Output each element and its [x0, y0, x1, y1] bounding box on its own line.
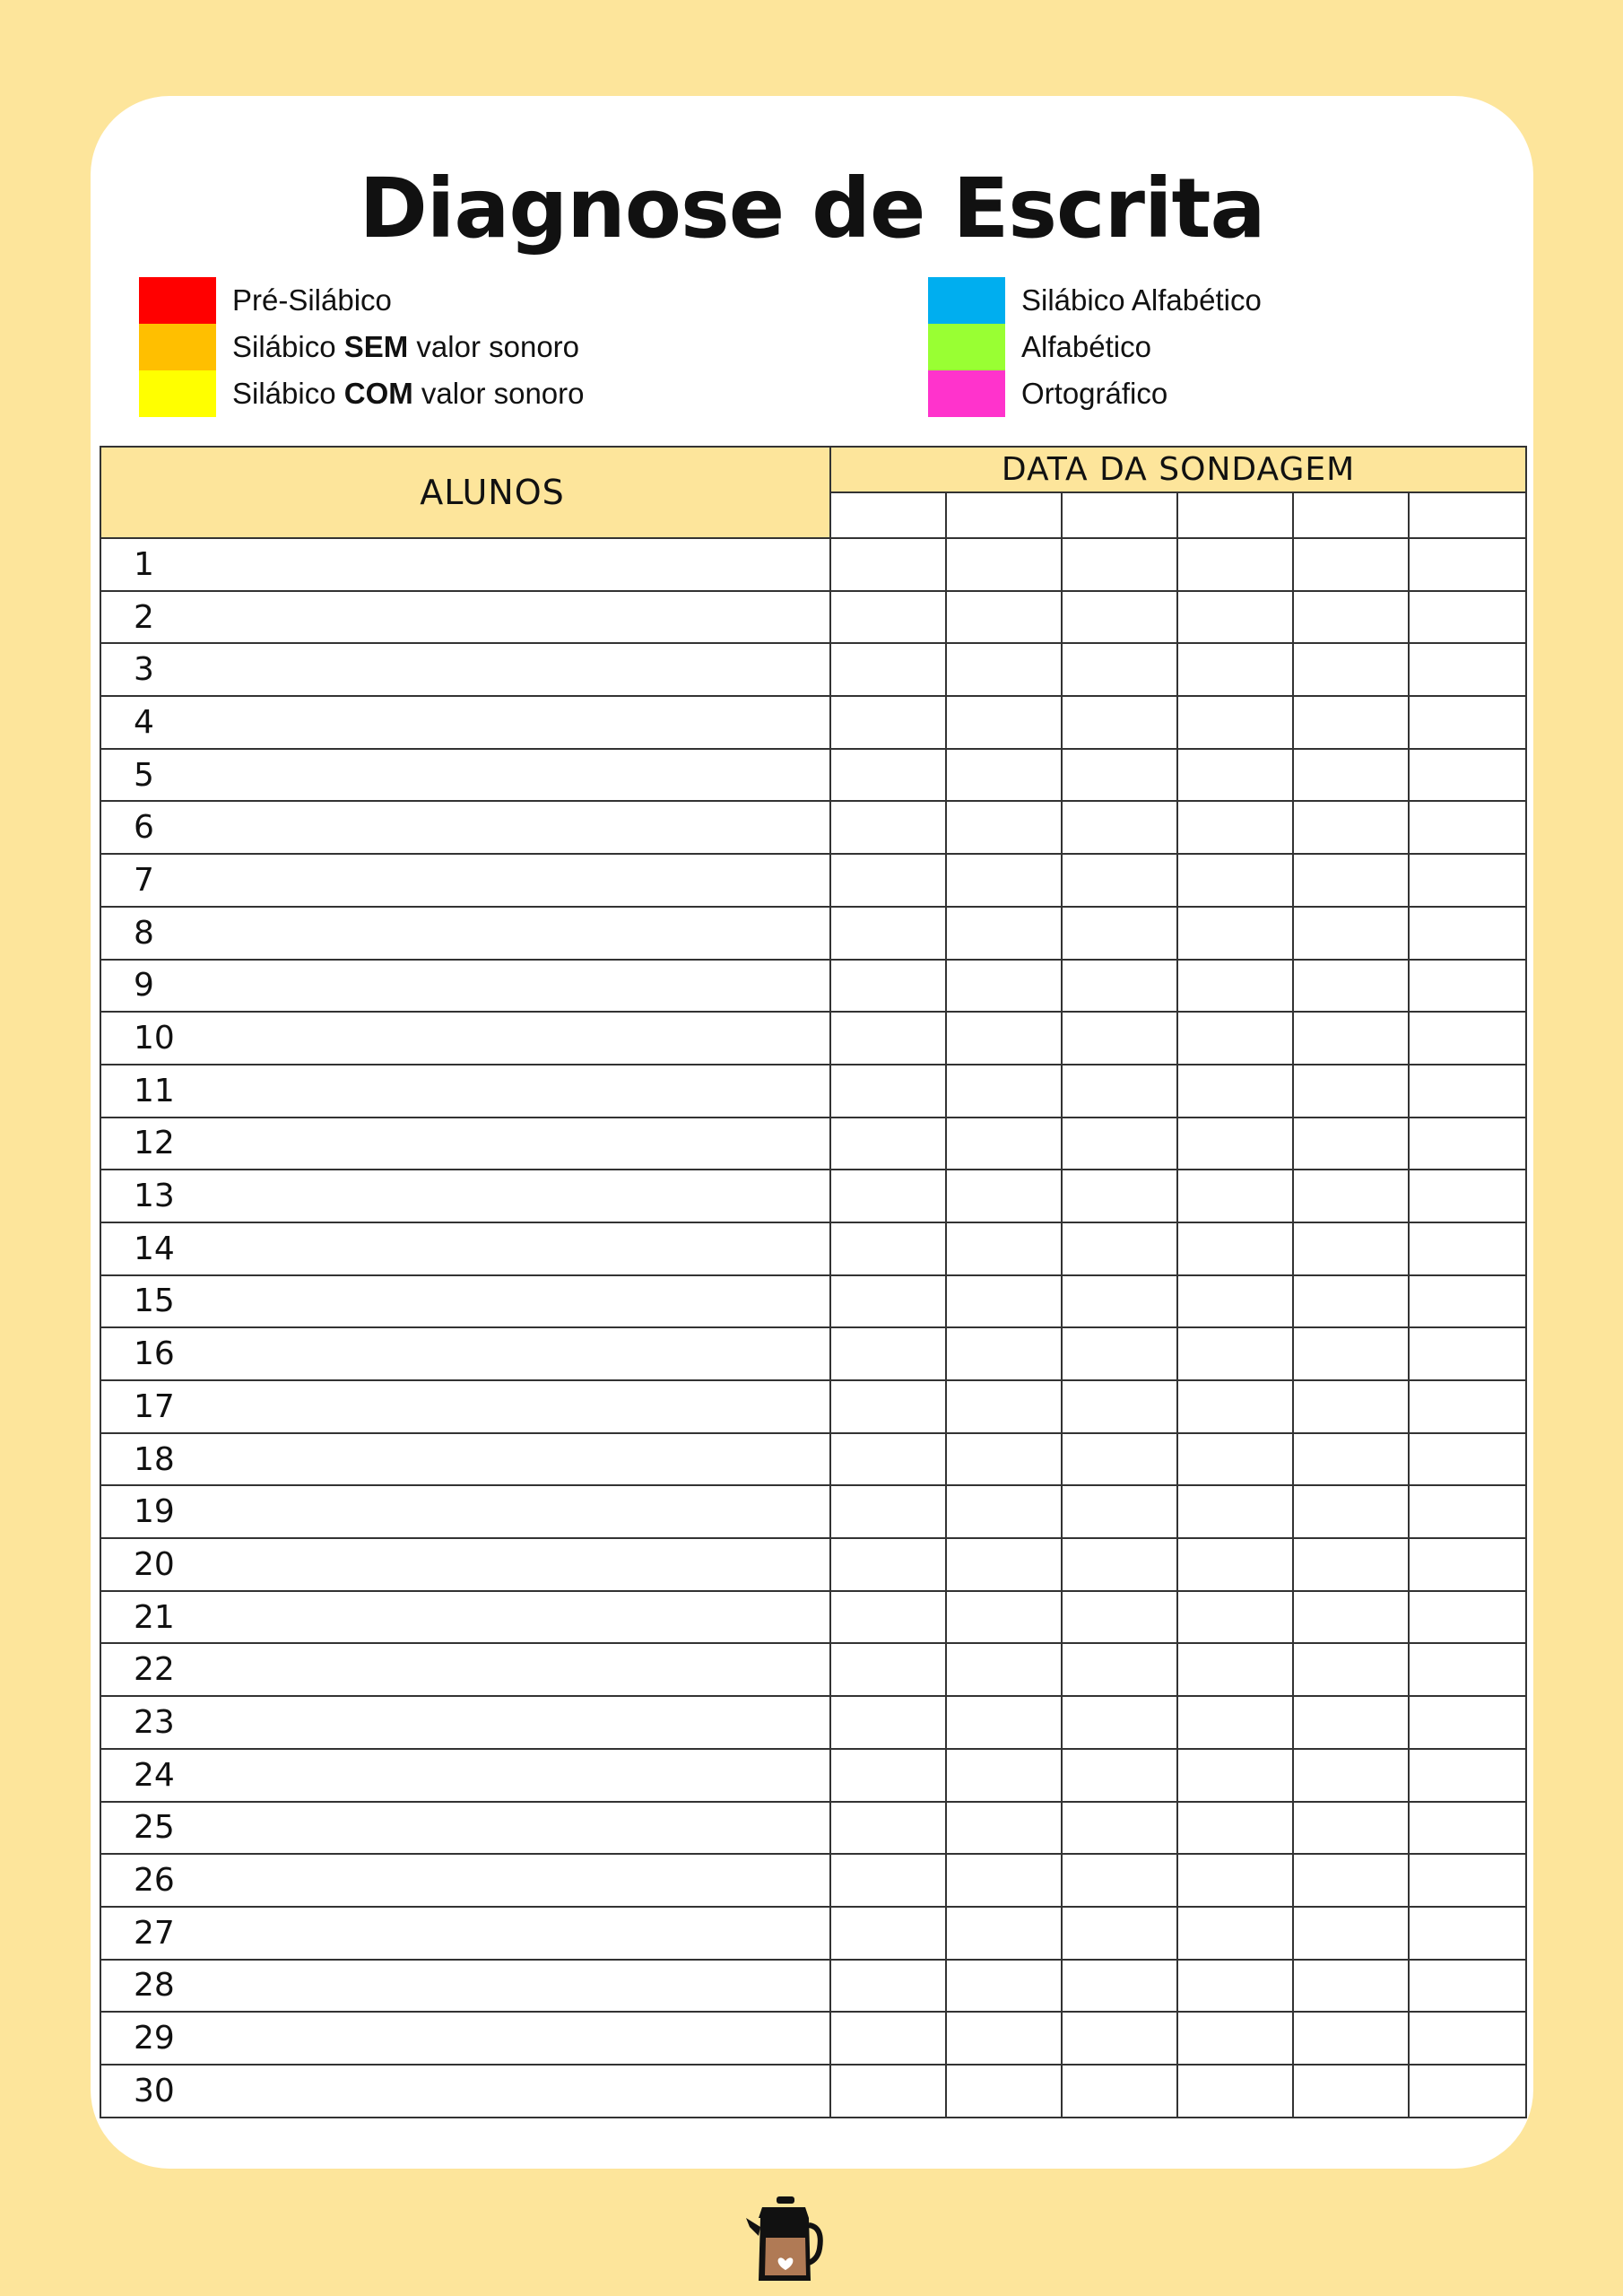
student-name-cell[interactable]: 14 [100, 1222, 830, 1275]
assessment-cell[interactable] [1293, 960, 1409, 1013]
coffee-pot-icon [742, 2191, 823, 2288]
student-name-cell[interactable]: 28 [100, 1960, 830, 2013]
assessment-cell[interactable] [1293, 696, 1409, 749]
student-name-cell[interactable]: 9 [100, 960, 830, 1013]
assessment-cell[interactable] [1293, 1907, 1409, 1960]
date-input-cell[interactable] [1409, 492, 1526, 538]
table-row [100, 1327, 1526, 1380]
assessment-cell[interactable] [1293, 538, 1409, 591]
legend-label-emphasis: SEM [343, 330, 409, 363]
table-row [100, 1065, 1526, 1118]
assessment-cell[interactable] [830, 1485, 946, 1538]
assessment-cell[interactable] [1409, 1275, 1526, 1328]
assessment-cell[interactable] [1293, 907, 1409, 960]
assessment-cell[interactable] [1293, 1433, 1409, 1486]
table-row [100, 1485, 1526, 1538]
student-name-cell[interactable]: 22 [100, 1643, 830, 1696]
assessment-cell[interactable] [1177, 1696, 1293, 1749]
legend-right-item [928, 370, 1167, 417]
student-name-cell[interactable]: 11 [100, 1065, 830, 1118]
student-name-cell[interactable]: 3 [100, 643, 830, 696]
assessment-cell[interactable] [1062, 696, 1177, 749]
assessment-cell[interactable] [946, 1275, 1062, 1328]
assessment-cell[interactable] [830, 854, 946, 907]
assessment-cell[interactable] [1062, 1118, 1177, 1170]
assessment-cell[interactable] [1409, 1907, 1526, 1960]
assessment-cell[interactable] [1177, 1538, 1293, 1591]
assessment-cell[interactable] [1177, 1433, 1293, 1486]
assessment-cell[interactable] [946, 854, 1062, 907]
assessment-cell[interactable] [1409, 1380, 1526, 1433]
assessment-cell[interactable] [1177, 2065, 1293, 2118]
legend-label [1021, 283, 1262, 317]
assessment-cell[interactable] [1409, 1327, 1526, 1380]
legend-right-item [928, 277, 1262, 324]
assessment-cell[interactable] [1177, 1854, 1293, 1907]
assessment-cell[interactable] [1062, 2065, 1177, 2118]
assessment-cell[interactable] [1062, 1433, 1177, 1486]
legend-label [1021, 377, 1167, 411]
table-row [100, 1696, 1526, 1749]
legend-label-text: Silábico [232, 330, 344, 363]
legend-color-swatch [928, 324, 1005, 370]
assessment-cell[interactable] [1409, 960, 1526, 1013]
legend-color-swatch [928, 370, 1005, 417]
assessment-cell[interactable] [1177, 1485, 1293, 1538]
assessment-cell[interactable] [830, 2065, 946, 2118]
assessment-cell[interactable] [1062, 1380, 1177, 1433]
assessment-cell[interactable] [830, 1960, 946, 2013]
assessment-cell[interactable] [946, 643, 1062, 696]
assessment-cell[interactable] [946, 1802, 1062, 1855]
assessment-cell[interactable] [1409, 1433, 1526, 1486]
assessment-cell[interactable] [830, 1118, 946, 1170]
assessment-cell[interactable] [830, 749, 946, 802]
assessment-cell[interactable] [1062, 1643, 1177, 1696]
assessment-cell[interactable] [1062, 1907, 1177, 1960]
assessment-cell[interactable] [1177, 538, 1293, 591]
assessment-cell[interactable] [1409, 1012, 1526, 1065]
assessment-cell[interactable] [830, 1380, 946, 1433]
assessment-cell[interactable] [1062, 1275, 1177, 1328]
assessment-cell[interactable] [1293, 1696, 1409, 1749]
assessment-cell[interactable] [830, 591, 946, 644]
assessment-cell[interactable] [830, 907, 946, 960]
assessment-cell[interactable] [946, 696, 1062, 749]
assessment-cell[interactable] [1293, 1538, 1409, 1591]
table-row [100, 643, 1526, 696]
assessment-cell[interactable] [946, 1591, 1062, 1644]
assessment-cell[interactable] [1293, 1275, 1409, 1328]
legend-label-text: valor sonoro [408, 330, 580, 363]
assessment-cell[interactable] [946, 1170, 1062, 1222]
student-name-cell[interactable]: 20 [100, 1538, 830, 1591]
legend-label-text: valor sonoro [412, 377, 585, 410]
assessment-cell[interactable] [830, 1696, 946, 1749]
assessment-cell[interactable] [1409, 1538, 1526, 1591]
assessment-cell[interactable] [830, 1433, 946, 1486]
table-row [100, 1118, 1526, 1170]
assessment-cell[interactable] [1293, 1170, 1409, 1222]
assessment-cell[interactable] [1409, 591, 1526, 644]
assessment-cell[interactable] [1409, 2012, 1526, 2065]
assessment-cell[interactable] [1062, 1065, 1177, 1118]
assessment-cell[interactable] [946, 591, 1062, 644]
table-row [100, 2012, 1526, 2065]
assessment-cell[interactable] [1409, 2065, 1526, 2118]
assessment-cell[interactable] [1062, 643, 1177, 696]
legend-label-text: Silábico Alfabético [1021, 283, 1262, 317]
assessment-cell[interactable] [1293, 1327, 1409, 1380]
assessment-cell[interactable] [1062, 854, 1177, 907]
date-input-cell[interactable] [1062, 492, 1177, 538]
assessment-cell[interactable] [1293, 1802, 1409, 1855]
table-row [100, 1591, 1526, 1644]
legend-label-text: Ortográfico [1021, 377, 1168, 410]
assessment-cell[interactable] [1062, 1591, 1177, 1644]
assessment-cell[interactable] [1293, 1854, 1409, 1907]
assessment-cell[interactable] [1409, 1591, 1526, 1644]
assessment-cell[interactable] [1409, 749, 1526, 802]
assessment-cell[interactable] [1177, 1960, 1293, 2013]
assessment-cell[interactable] [1177, 801, 1293, 854]
assessment-cell[interactable] [1293, 1380, 1409, 1433]
assessment-cell[interactable] [1293, 854, 1409, 907]
assessment-cell[interactable] [1177, 1749, 1293, 1802]
assessment-cell[interactable] [946, 1485, 1062, 1538]
assessment-cell[interactable] [946, 1433, 1062, 1486]
assessment-cell[interactable] [1062, 1802, 1177, 1855]
student-name-cell[interactable]: 19 [100, 1485, 830, 1538]
student-table [100, 446, 1527, 2118]
assessment-cell[interactable] [830, 1907, 946, 1960]
assessment-cell[interactable] [1293, 1643, 1409, 1696]
assessment-cell[interactable] [1293, 801, 1409, 854]
assessment-cell[interactable] [1062, 1012, 1177, 1065]
assessment-cell[interactable] [830, 1275, 946, 1328]
legend-left-item [139, 370, 585, 417]
student-name-cell[interactable]: 17 [100, 1380, 830, 1433]
assessment-cell[interactable] [1293, 591, 1409, 644]
student-name-cell[interactable]: 1 [100, 538, 830, 591]
table-row [100, 854, 1526, 907]
assessment-cell[interactable] [946, 960, 1062, 1013]
assessment-cell[interactable] [1062, 1170, 1177, 1222]
assessment-cell[interactable] [1293, 1065, 1409, 1118]
assessment-cell[interactable] [830, 643, 946, 696]
assessment-cell[interactable] [830, 960, 946, 1013]
assessment-cell[interactable] [830, 1222, 946, 1275]
assessment-cell[interactable] [1409, 696, 1526, 749]
assessment-cell[interactable] [1062, 907, 1177, 960]
assessment-cell[interactable] [946, 2012, 1062, 2065]
assessment-cell[interactable] [1062, 591, 1177, 644]
assessment-cell[interactable] [1177, 1170, 1293, 1222]
assessment-cell[interactable] [946, 749, 1062, 802]
table-row [100, 960, 1526, 1013]
assessment-cell[interactable] [830, 538, 946, 591]
assessment-cell[interactable] [1409, 1170, 1526, 1222]
table-row [100, 1960, 1526, 2013]
assessment-cell[interactable] [1293, 1485, 1409, 1538]
table-row [100, 1275, 1526, 1328]
student-name-cell[interactable]: 30 [100, 2065, 830, 2118]
table-row [100, 1854, 1526, 1907]
student-name-cell[interactable]: 12 [100, 1118, 830, 1170]
legend-label-text: Alfabético [1021, 330, 1151, 363]
assessment-cell[interactable] [1293, 2065, 1409, 2118]
date-input-cell[interactable] [1177, 492, 1293, 538]
table-row [100, 538, 1526, 591]
assessment-cell[interactable] [830, 1591, 946, 1644]
student-name-cell[interactable]: 5 [100, 749, 830, 802]
assessment-cell[interactable] [1062, 801, 1177, 854]
assessment-cell[interactable] [1177, 960, 1293, 1013]
date-input-cell[interactable] [1293, 492, 1409, 538]
student-name-cell[interactable]: 21 [100, 1591, 830, 1644]
assessment-cell[interactable] [830, 696, 946, 749]
assessment-cell[interactable] [1062, 538, 1177, 591]
assessment-cell[interactable] [1177, 696, 1293, 749]
assessment-cell[interactable] [1409, 1749, 1526, 1802]
table-row [100, 1222, 1526, 1275]
assessment-cell[interactable] [1409, 1485, 1526, 1538]
table-row [100, 1907, 1526, 1960]
assessment-cell[interactable] [1177, 749, 1293, 802]
student-name-cell[interactable]: 16 [100, 1327, 830, 1380]
table-row [100, 801, 1526, 854]
assessment-cell[interactable] [1062, 1749, 1177, 1802]
table-row [100, 1749, 1526, 1802]
legend-label-emphasis: COM [343, 377, 413, 410]
assessment-cell[interactable] [1177, 1591, 1293, 1644]
assessment-cell[interactable] [1177, 1222, 1293, 1275]
table-row [100, 1802, 1526, 1855]
assessment-cell[interactable] [1062, 1222, 1177, 1275]
assessment-cell[interactable] [830, 1854, 946, 1907]
date-input-cell[interactable] [830, 492, 946, 538]
assessment-cell[interactable] [946, 1065, 1062, 1118]
legend-label-text: Silábico [232, 377, 344, 410]
legend-right-item [928, 324, 1151, 370]
assessment-cell[interactable] [1293, 2012, 1409, 2065]
legend-label-text: Pré-Silábico [232, 283, 392, 317]
assessment-cell[interactable] [830, 1012, 946, 1065]
student-name-cell[interactable]: 4 [100, 696, 830, 749]
assessment-cell[interactable] [946, 1854, 1062, 1907]
assessment-cell[interactable] [1062, 1485, 1177, 1538]
assessment-cell[interactable] [1177, 907, 1293, 960]
table-row [100, 2065, 1526, 2118]
legend-label [1021, 330, 1151, 364]
student-name-cell[interactable]: 15 [100, 1275, 830, 1328]
students-header [100, 447, 830, 538]
assessment-cell[interactable] [946, 1749, 1062, 1802]
student-table-body [100, 538, 1526, 2118]
legend-label [232, 330, 579, 364]
assessment-cell[interactable] [946, 2065, 1062, 2118]
assessment-cell[interactable] [1177, 1327, 1293, 1380]
assessment-cell[interactable] [1177, 1802, 1293, 1855]
assessment-cell[interactable] [946, 1907, 1062, 1960]
assessment-cell[interactable] [830, 1065, 946, 1118]
table-row [100, 1643, 1526, 1696]
assessment-cell[interactable] [1293, 1960, 1409, 2013]
students-header-label: ALUNOS [420, 473, 565, 512]
assessment-cell[interactable] [1062, 1327, 1177, 1380]
assessment-cell[interactable] [1177, 643, 1293, 696]
assessment-cell[interactable] [1409, 643, 1526, 696]
table-row [100, 1380, 1526, 1433]
legend-color-swatch [928, 277, 1005, 324]
student-name-cell[interactable]: 25 [100, 1802, 830, 1855]
legend-color-swatch [139, 277, 216, 324]
assessment-cell[interactable] [1293, 749, 1409, 802]
legend-label [232, 377, 585, 411]
assessment-cell[interactable] [1177, 1275, 1293, 1328]
legend-left-item [139, 277, 392, 324]
assessment-cell[interactable] [1177, 1643, 1293, 1696]
assessment-cell[interactable] [1062, 1538, 1177, 1591]
assessment-cell[interactable] [1409, 1643, 1526, 1696]
assessment-cell[interactable] [1062, 1854, 1177, 1907]
assessment-cell[interactable] [946, 1012, 1062, 1065]
assessment-cell[interactable] [1062, 960, 1177, 1013]
assessment-cell[interactable] [830, 1327, 946, 1380]
assessment-cell[interactable] [1177, 1907, 1293, 1960]
table-row [100, 1170, 1526, 1222]
legend-label [232, 283, 392, 317]
assessment-cell[interactable] [1293, 1749, 1409, 1802]
student-name-cell[interactable]: 24 [100, 1749, 830, 1802]
assessment-cell[interactable] [946, 907, 1062, 960]
student-name-cell[interactable]: 7 [100, 854, 830, 907]
assessment-cell[interactable] [1177, 854, 1293, 907]
assessment-cell[interactable] [1409, 854, 1526, 907]
assessment-cell[interactable] [1409, 1960, 1526, 2013]
table-row [100, 1012, 1526, 1065]
assessment-cell[interactable] [830, 1749, 946, 1802]
student-name-cell[interactable]: 23 [100, 1696, 830, 1749]
assessment-cell[interactable] [1177, 591, 1293, 644]
assessment-cell[interactable] [830, 1170, 946, 1222]
assessment-cell[interactable] [1062, 749, 1177, 802]
assessment-cell[interactable] [1293, 643, 1409, 696]
assessment-cell[interactable] [1409, 1696, 1526, 1749]
student-name-cell[interactable]: 8 [100, 907, 830, 960]
assessment-cell[interactable] [1177, 1118, 1293, 1170]
assessment-cell[interactable] [946, 1643, 1062, 1696]
legend-color-swatch [139, 324, 216, 370]
student-name-cell[interactable]: 2 [100, 591, 830, 644]
assessment-cell[interactable] [1177, 1012, 1293, 1065]
assessment-cell[interactable] [946, 801, 1062, 854]
assessment-cell[interactable] [830, 1643, 946, 1696]
assessment-cell[interactable] [1409, 801, 1526, 854]
legend-color-swatch [139, 370, 216, 417]
student-name-cell[interactable]: 29 [100, 2012, 830, 2065]
assessment-cell[interactable] [830, 1538, 946, 1591]
assessment-cell[interactable] [1293, 1222, 1409, 1275]
assessment-cell[interactable] [1293, 1591, 1409, 1644]
assessment-cell[interactable] [946, 1538, 1062, 1591]
table-row [100, 1538, 1526, 1591]
student-name-cell[interactable]: 27 [100, 1907, 830, 1960]
legend-left-item [139, 324, 579, 370]
date-input-cell[interactable] [946, 492, 1062, 538]
assessment-cell[interactable] [1409, 538, 1526, 591]
assessment-cell[interactable] [1409, 1854, 1526, 1907]
table-row [100, 749, 1526, 802]
assessment-cell[interactable] [1177, 1380, 1293, 1433]
assessment-cell[interactable] [1177, 2012, 1293, 2065]
assessment-cell[interactable] [946, 1960, 1062, 2013]
assessment-cell[interactable] [1409, 1118, 1526, 1170]
assessment-cell[interactable] [1293, 1118, 1409, 1170]
table-row [100, 1433, 1526, 1486]
assessment-cell[interactable] [1409, 1802, 1526, 1855]
page-title: Diagnose de Escrita [359, 161, 1265, 257]
assessment-cell[interactable] [1409, 1065, 1526, 1118]
table-row [100, 696, 1526, 749]
assessment-cell[interactable] [830, 801, 946, 854]
assessment-cell[interactable] [946, 1327, 1062, 1380]
assessment-cell[interactable] [946, 1380, 1062, 1433]
assessment-cell[interactable] [1062, 1696, 1177, 1749]
student-name-cell[interactable]: 13 [100, 1170, 830, 1222]
assessment-cell[interactable] [1293, 1012, 1409, 1065]
student-name-cell[interactable]: 26 [100, 1854, 830, 1907]
assessment-cell[interactable] [946, 1696, 1062, 1749]
assessment-cell[interactable] [830, 2012, 946, 2065]
assessment-cell[interactable] [946, 1222, 1062, 1275]
student-name-cell[interactable]: 6 [100, 801, 830, 854]
assessment-cell[interactable] [1062, 1960, 1177, 2013]
assessment-cell[interactable] [1409, 907, 1526, 960]
assessment-cell[interactable] [1409, 1222, 1526, 1275]
date-header: DATA DA SONDAGEM [830, 447, 1526, 492]
student-name-cell[interactable]: 10 [100, 1012, 830, 1065]
table-row [100, 591, 1526, 644]
table-row [100, 907, 1526, 960]
assessment-cell[interactable] [1177, 1065, 1293, 1118]
assessment-cell[interactable] [946, 538, 1062, 591]
student-name-cell[interactable]: 18 [100, 1433, 830, 1486]
assessment-cell[interactable] [946, 1118, 1062, 1170]
assessment-cell[interactable] [830, 1802, 946, 1855]
assessment-cell[interactable] [1062, 2012, 1177, 2065]
